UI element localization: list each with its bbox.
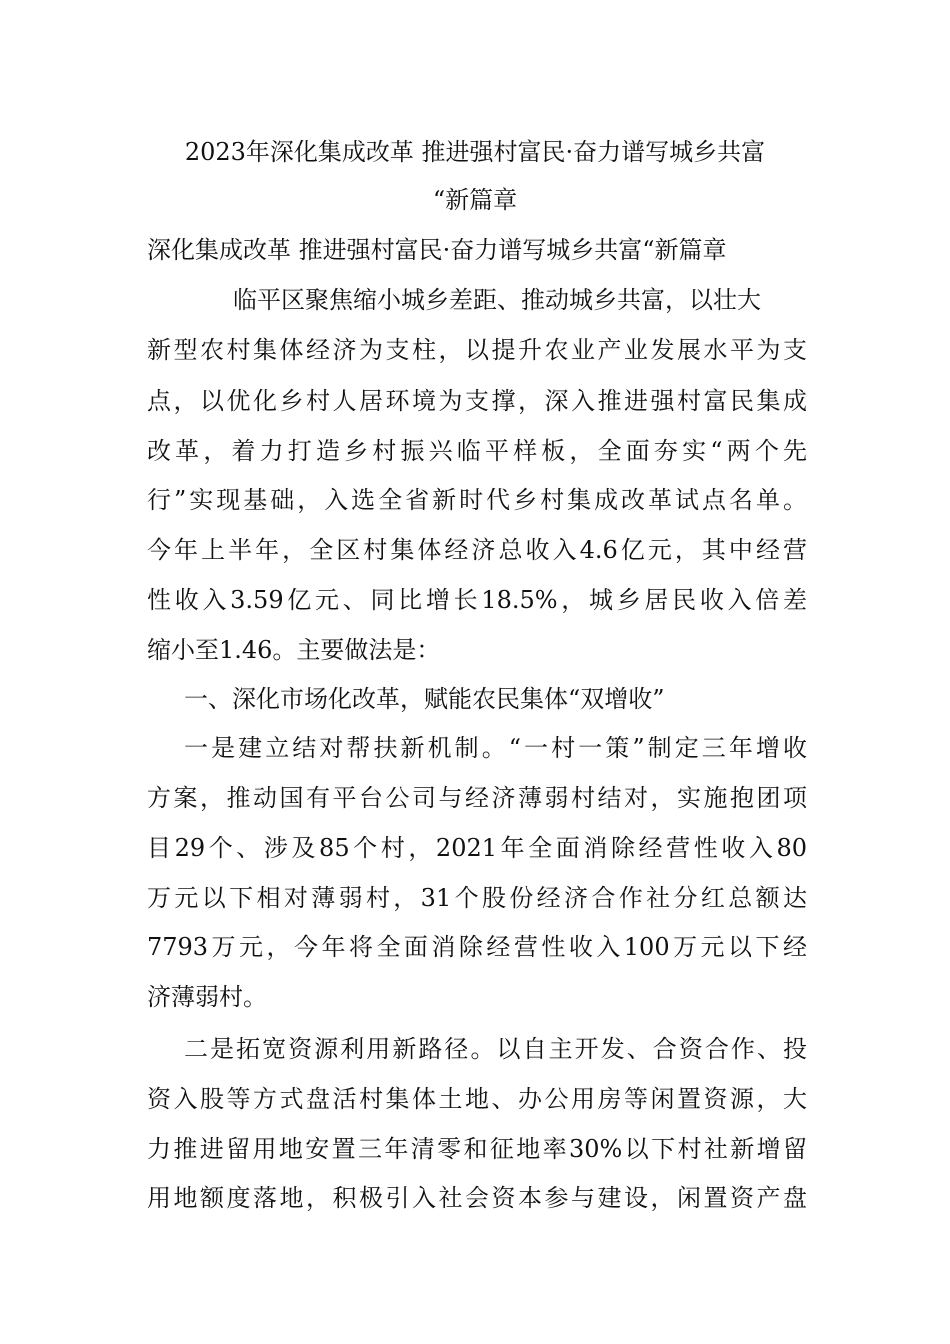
document-title-line-2: “新篇章: [432, 186, 518, 214]
document-subtitle: 深化集成改革 推进强村富民·奋力谱写城乡共富“新篇章: [147, 236, 727, 264]
paragraph-line: 济薄弱村。: [147, 983, 267, 1011]
paragraph-line: 二是拓宽资源利用新路径。以自主开发、合资合作、投: [184, 1035, 807, 1063]
intro-line: 今年上半年，全区村集体经济总收入4.6亿元，其中经营: [147, 536, 807, 564]
paragraph-line: 万元以下相对薄弱村，31个股份经济合作社分红总额达: [147, 884, 807, 912]
paragraph-line: 目29个、涉及85个村，2021年全面消除经营性收入80: [147, 834, 807, 862]
intro-line: 改革，着力打造乡村振兴临平样板，全面夯实“两个先: [147, 437, 807, 465]
document-title-line-1: 2023年深化集成改革 推进强村富民·奋力谱写城乡共富: [184, 138, 766, 166]
paragraph-line: 资入股等方式盘活村集体土地、办公用房等闲置资源，大: [147, 1085, 807, 1113]
paragraph-line: 一是建立结对帮扶新机制。“一村一策”制定三年增收: [184, 734, 807, 762]
intro-line: 新型农村集体经济为支柱，以提升农业产业发展水平为支: [147, 336, 807, 364]
intro-line: 缩小至1.46。主要做法是：: [147, 636, 441, 664]
paragraph-line: 7793万元，今年将全面消除经营性收入100万元以下经: [147, 933, 807, 961]
intro-line: 点，以优化乡村人居环境为支撑，深入推进强村富民集成: [147, 387, 807, 415]
intro-line: 行”实现基础，入选全省新时代乡村集成改革试点名单。: [147, 486, 807, 514]
paragraph-line: 用地额度落地，积极引入社会资本参与建设，闲置资产盘: [147, 1184, 807, 1212]
intro-line: 性收入3.59亿元、同比增长18.5%，城乡居民收入倍差: [147, 586, 807, 614]
paragraph-line: 方案，推动国有平台公司与经济薄弱村结对，实施抱团项: [147, 784, 807, 812]
paragraph-line: 力推进留用地安置三年清零和征地率30%以下村社新增留: [147, 1135, 807, 1163]
intro-line: 临平区聚焦缩小城乡差距、推动城乡共富，以壮大: [233, 286, 761, 314]
section-heading: 一、深化市场化改革，赋能农民集体“双增收”: [184, 685, 665, 713]
